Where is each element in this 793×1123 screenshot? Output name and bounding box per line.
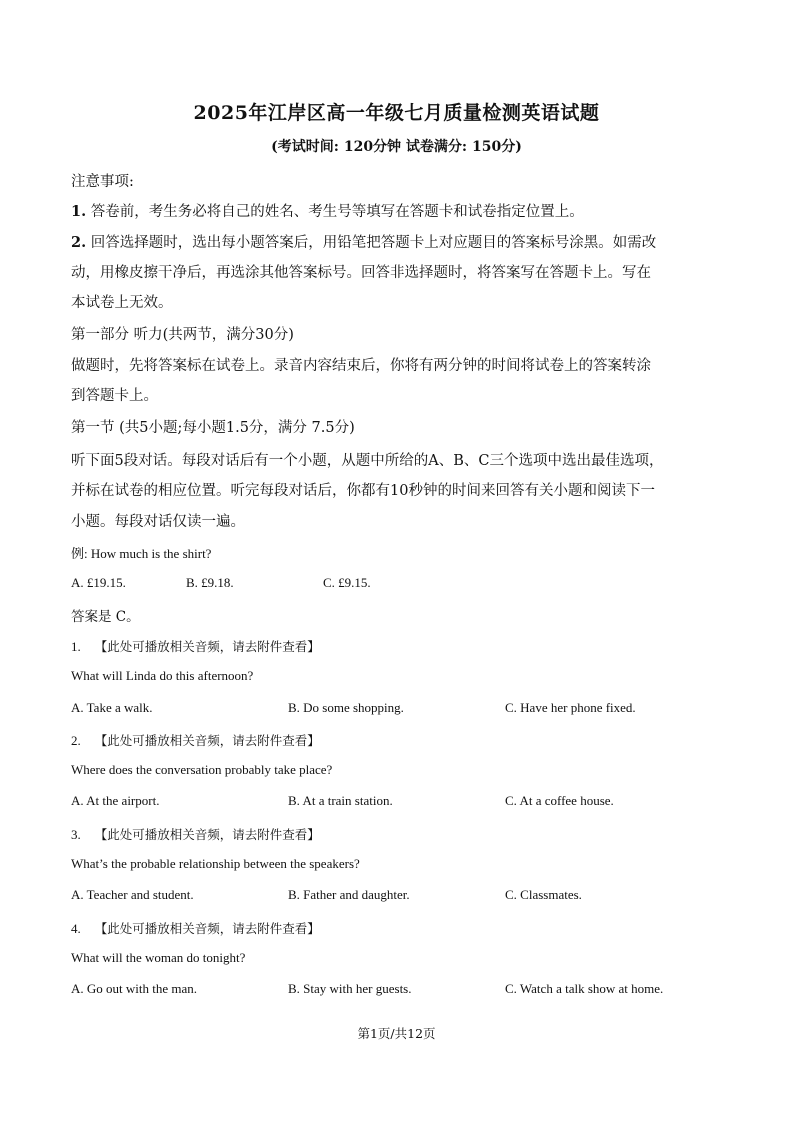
question-number: 3. <box>71 827 81 842</box>
question-2-text: Where does the conversation probably take place? <box>71 762 333 777</box>
note-1 <box>71 200 584 221</box>
note-2-line-3: 本试卷上无效。 <box>71 295 173 311</box>
question-4-option-b: B. Stay with her guests. <box>288 981 412 996</box>
note-2-number: 2. <box>71 234 87 251</box>
question-1-option-b: B. Do some shopping. <box>288 700 404 715</box>
question-number: 2. <box>71 733 81 748</box>
question-3-header <box>71 824 320 843</box>
section1-desc-line-3: 小题。每段对话仅读一遍。 <box>71 514 245 530</box>
question-1-option-c: C. Have her phone fixed. <box>505 700 636 715</box>
audio-note: 【此处可播放相关音频，请去附件查看】 <box>94 639 320 654</box>
example-option-b: B. £9.18. <box>186 575 234 590</box>
note-2-line-2: 动，用橡皮擦干净后，再选涂其他答案标号。回答非选择题时，将答案写在答题卡上。写在 <box>71 265 651 281</box>
example-option-c: C. £9.15. <box>323 575 371 590</box>
question-2-option-c: C. At a coffee house. <box>505 793 614 808</box>
part1-desc-line-1: 做题时，先将答案标在试卷上。录音内容结束后，你将有两分钟的时间将试卷上的答案转涂 <box>71 358 651 374</box>
question-1-option-a: A. Take a walk. <box>71 700 153 715</box>
question-3-option-a: A. Teacher and student. <box>71 887 194 902</box>
question-3-option-b: B. Father and daughter. <box>288 887 410 902</box>
question-number: 4. <box>71 921 81 936</box>
audio-note: 【此处可播放相关音频，请去附件查看】 <box>94 827 320 842</box>
question-4-option-c: C. Watch a talk show at home. <box>505 981 664 996</box>
question-1-header <box>71 636 320 655</box>
question-2-option-b: B. At a train station. <box>288 793 393 808</box>
question-4-option-a: A. Go out with the man. <box>71 981 198 996</box>
notes-heading: 注意事项: <box>71 174 134 190</box>
audio-note: 【此处可播放相关音频，请去附件查看】 <box>94 733 320 748</box>
question-2-header <box>71 730 320 749</box>
note-2-text: 回答选择题时，选出每小题答案后，用铅笔把答题卡上对应题目的答案标号涂黑。如需改 <box>90 235 657 251</box>
question-2-option-a: A. At the airport. <box>71 793 160 808</box>
page-number: 第1页/共12页 <box>357 1026 436 1041</box>
question-number: 1. <box>71 639 81 654</box>
part1-heading: 第一部分 听力(共两节，满分30分) <box>71 327 294 343</box>
example-option-a: A. £19.15. <box>71 575 126 590</box>
note-1-text: 答卷前，考生务必将自己的姓名、考生号等填写在答题卡和试卷指定位置上。 <box>90 204 584 220</box>
exam-info: (考试时间: 120分钟 试卷满分: 150分) <box>271 139 522 155</box>
note-1-number: 1. <box>71 203 87 220</box>
section1-heading: 第一节 (共5小题;每小题1.5分，满分 7.5分) <box>71 420 355 436</box>
question-1-text: What will Linda do this afternoon? <box>71 668 254 683</box>
example-question: 例: How much is the shirt? <box>71 546 212 561</box>
example-answer: 答案是 C。 <box>71 609 140 625</box>
part1-desc-line-2: 到答题卡上。 <box>71 388 158 404</box>
question-3-option-c: C. Classmates. <box>505 887 582 902</box>
question-4-header <box>71 918 320 937</box>
note-2-line-1 <box>71 231 656 252</box>
section1-desc-line-2: 并标在试卷的相应位置。听完每段对话后，你都有10秒钟的时间来回答有关小题和阅读下一 <box>71 483 655 499</box>
section1-desc-line-1: 听下面5段对话。每段对话后有一个小题，从题中所给的A、B、C三个选项中选出最佳选项， <box>71 453 664 469</box>
question-3-text: What’s the probable relationship between the speakers? <box>71 856 360 871</box>
audio-note: 【此处可播放相关音频，请去附件查看】 <box>94 921 320 936</box>
question-4-text: What will the woman do tonight? <box>71 950 246 965</box>
page-title: 2025年江岸区高一年级七月质量检测英语试题 <box>193 102 600 124</box>
